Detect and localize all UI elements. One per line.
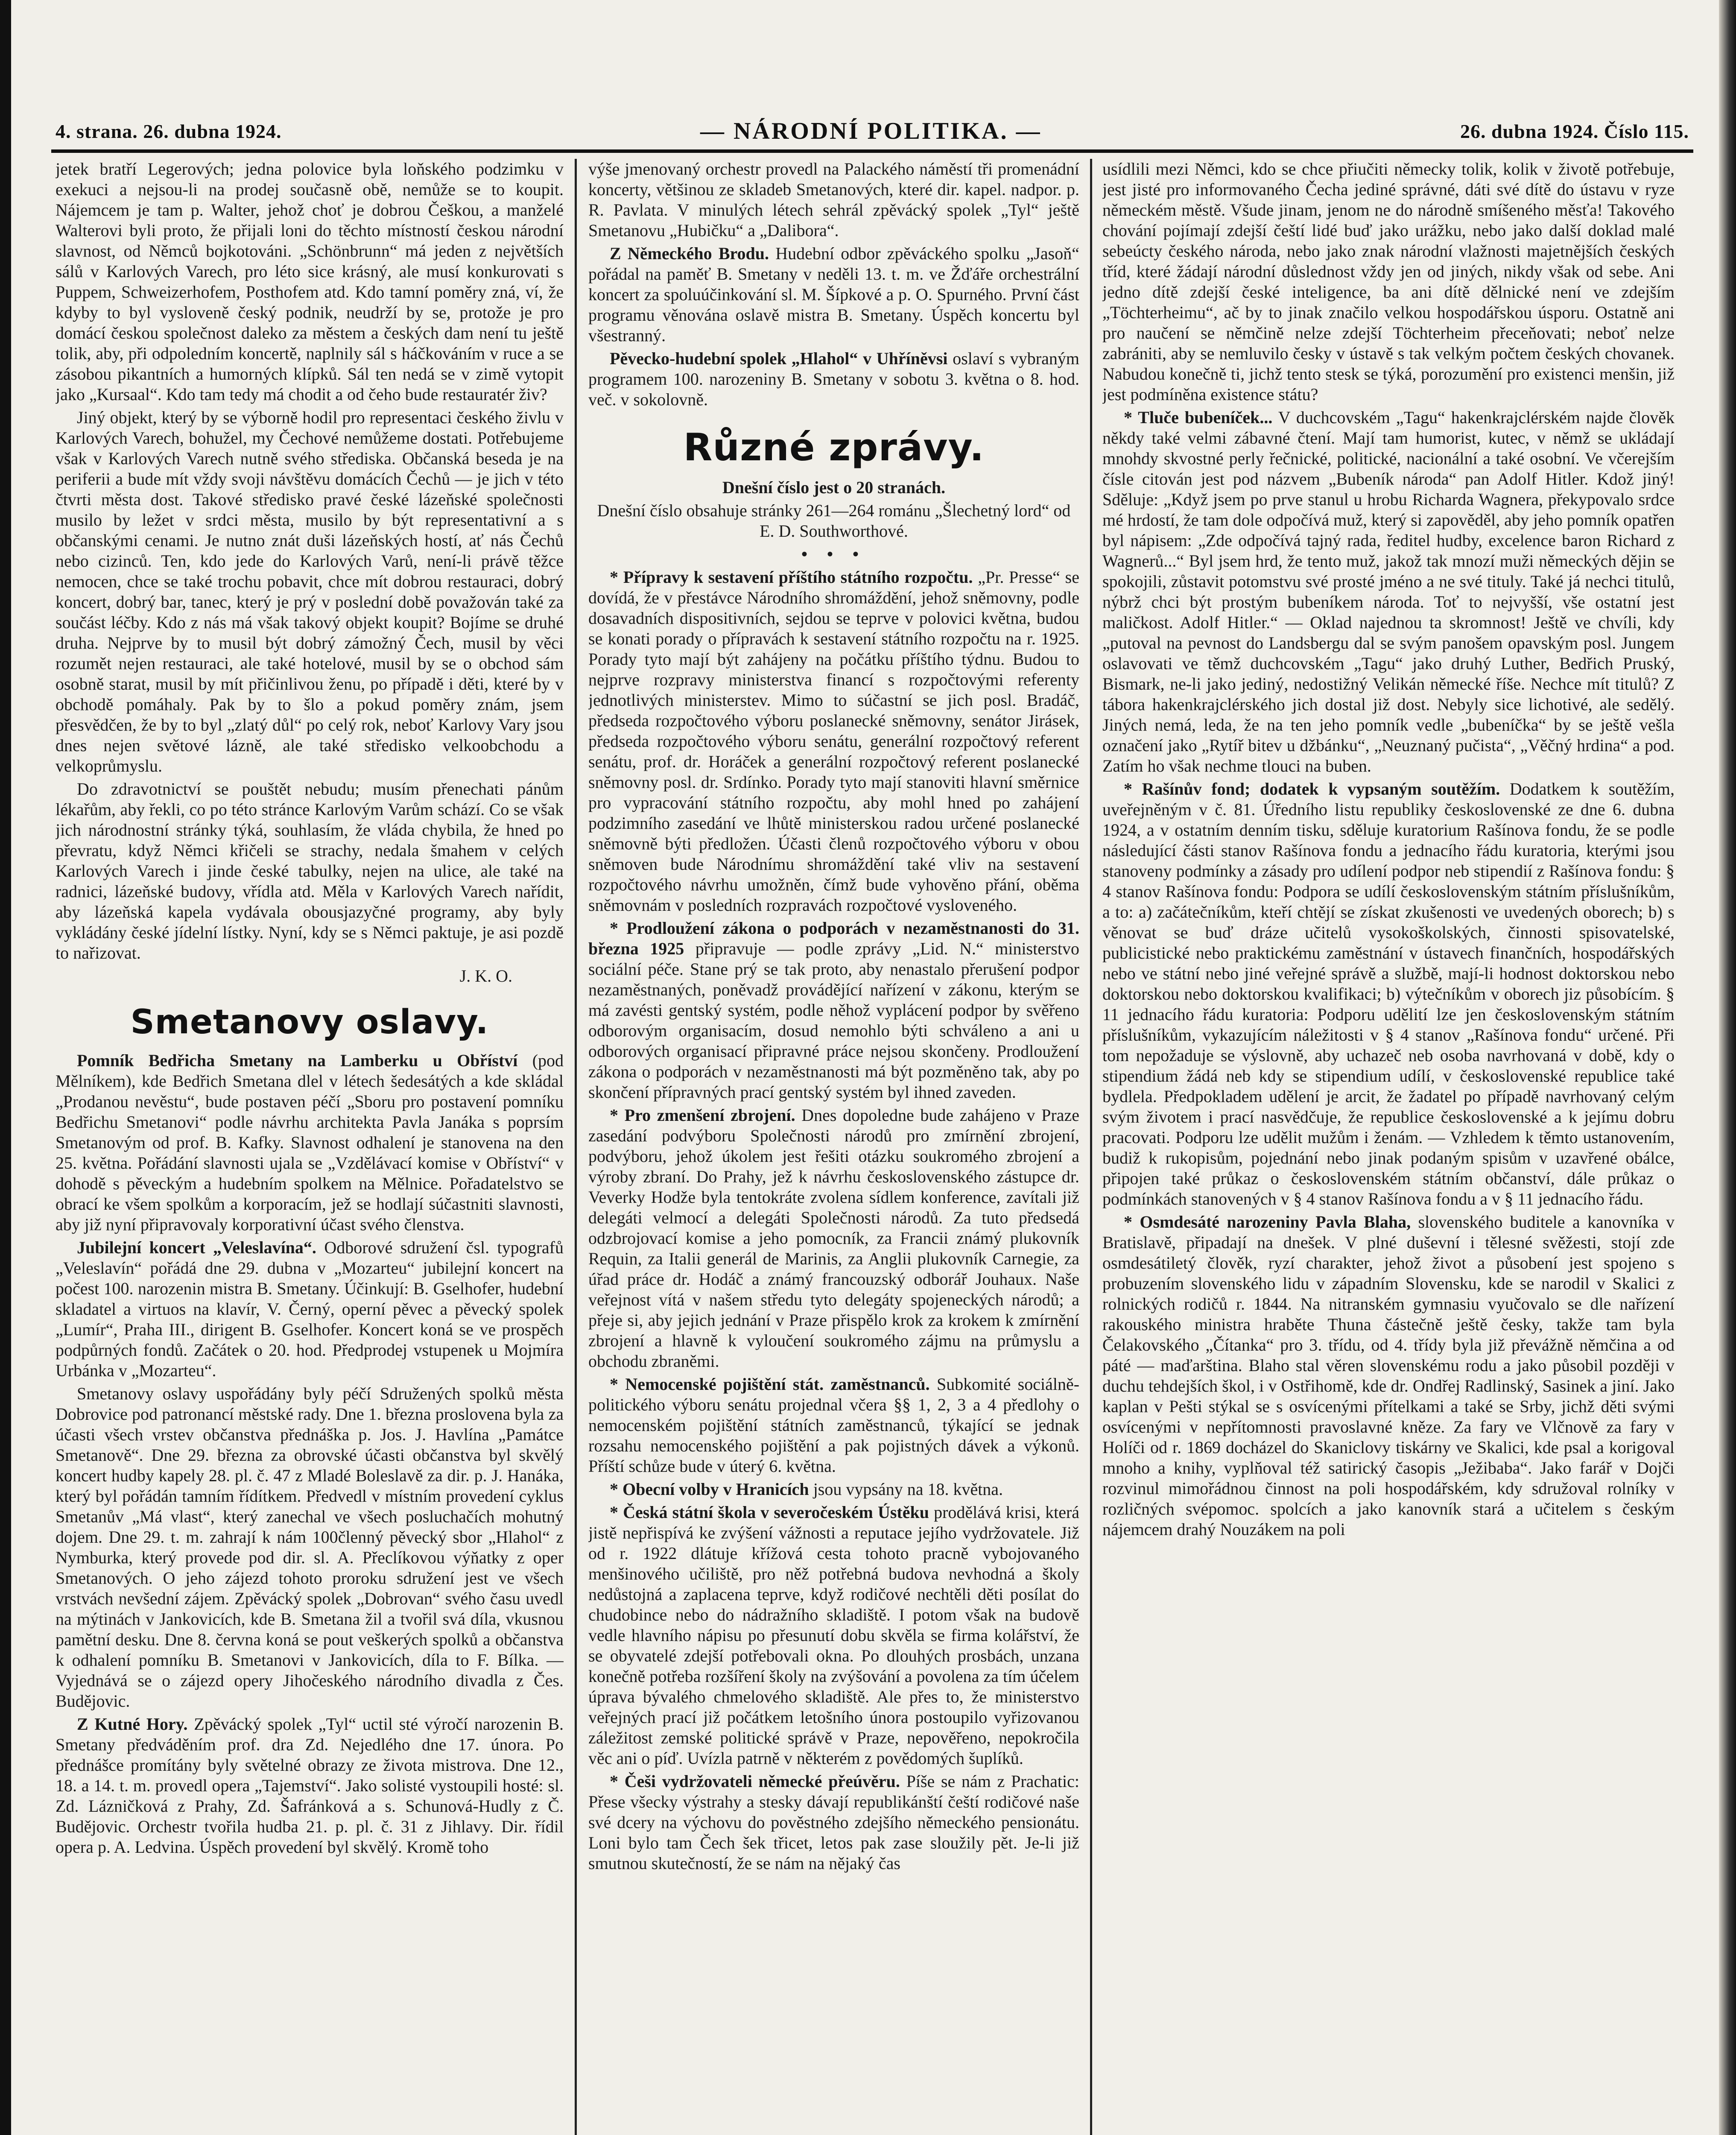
news-item — [588, 567, 1079, 915]
header-page-date: 4. strana. 26. dubna 1924. — [56, 120, 282, 142]
news-item — [1102, 1212, 1675, 1540]
news-item-lead: Pomník Bedřicha Smetany na Lamberku u Obříství — [77, 1051, 518, 1070]
news-item-body: Hudební odbor zpěváckého spolku „Jasoň“ pořádal na paměť B. Smetany v neděli 13. t. m. ve Žďáře orchestrální koncert za spoluúčinkování sl. M. Šípkové a p. O. Spurného. První část programu věnována oslavě mistra B. Smetany. Úspěch koncertu byl všestranný. — [588, 244, 1079, 345]
serial-novel-note: Dnešní číslo obsahuje stránky 261—264 románu „Šlechetný lord“ od E. D. Southworthové. — [597, 501, 1071, 541]
news-item-body: Subkomité sociálně-politického výboru senátu projednal včera §§ 1, 2, 3 a 4 předlohy o nemocenském pojištění státních zaměstnanců, týkající se jednak rozsahu nemocenského pojištění a pak pojistných dávek a výkonů. Příští schůze bude v úterý 6. května. — [588, 1375, 1079, 1476]
news-item-body: „Pr. Presse“ se dovídá, že v přestávce Národního shromáždění, jehož sněmovny, podle dosavadních dispositivních, sejdou se teprve v polovici května, budou se konati porady o přípravách k sestavení státního rozpočtu na r. 1925. Porady tyto mají být zahájeny na počátku příštího týdnu. Budou to nejprve rozpravy ministerstva financí s rozpočtovými referenty jednotlivých ministerstev. Mimo to súčastní se jich posl. Bradáč, předseda rozpočtového výboru poslanecké sněmovny, senátor Jirásek, předseda rozpočtového výboru senátu, generální rozpočtový referent senátu, prof. dr. Horáček a generální rozpočtový referent poslanecké sněmovny posl. dr. Srdínko. Porady tyto mají stanoviti hlavní směrnice pro vypracování státního rozpočtu, aby mohl hned po zahájení podzimního zasedání ve lhůtě ministerskou radou určené poslanecké sněmovně býti předložen. Účasti členů rozpočtového výboru v obou sněmoven bude Národnímu shromáždění také vliv na sestavení rozpočtového návrhu umožněn, čímž bude vyhověno přání, oběma sněmovnám v posledních rozpravách rozpočtové vysloveného. — [588, 567, 1079, 915]
news-item-body: oslaví s vybraným programem 100. narozeniny B. Smetany v sobotu 3. května o 8. hod. več. v sokolovně. — [588, 349, 1079, 409]
article-signature: J. K. O. — [459, 966, 512, 986]
scan-edge-right — [1719, 0, 1736, 2135]
header-rule — [51, 149, 1693, 153]
news-item — [588, 1771, 1079, 1874]
news-item — [588, 1105, 1079, 1372]
news-item-lead: Pěvecko-hudební spolek „Hlahol“ v Uhříněvsi — [610, 349, 948, 368]
article-paragraph: Jiný objekt, který by se výborně hodil pro representaci českého živlu v Karlových Varech, bohužel, my Čechové nemůžeme dostati. Potřebujeme však v Karlových Varech nutně svého střediska. Občanská beseda je na periferii a bude mít vždy svoji návštěvu domácích Čechů — je jich v této čtvrti města dost. Takové středisko pravé české lázeňské společnosti musilo by ležet v srdci města, musilo by být representativní a s občanskými cenami. Je nutno znát duši lázeňských hostí, ať nás Čechů nebo cizinců. Ten, kdo jede do Karlových Varů, není-li právě těžce nemocen, chce se také trochu pobavit, chce mít dobrou restauraci, dobrý koncert, dobrý bar, tanec, který je prý v poslední době považován také za součást léčby. Kdo z nás má však takový objekt koupit? Bojíme se druhé druha. Nejprve by to musil být dobrý zámožný Čech, musil by věci rozumět nejen restauraci, ale také hotelové, musil by se o obchod sám osobně starat, musil by mít přičinlivou ženu, po případě i děti, které by v obchodě pomáhaly. Pak by to šlo a pokud poměry znám, jsem přesvědčen, že by to byl „zlatý důl“ po celý rok, neboť Karlovy Vary jsou dnes nejen světové lázně, ale také středisko velkoobchodu a velkoprůmyslu. — [56, 408, 564, 775]
column-divider — [575, 159, 577, 2135]
news-item-body: prodělává krisi, která jistě nepřispívá ke zvýšení vážnosti a reputace jejího vydržovatele. Již od r. 1922 dlátuje křížová cesta tohoto pracně vybojovaného menšinového učiliště, pro něž potřebná budova nevhodná a školy nedůstojná a zaplacena teprve, když rodičové nechtěli děti posílat do chudobince nebo do nádražního skladiště. I potom však na budově vedle hlavního nápisu po přesunutí dobu skvěla se firma kolářství, že se obyvatelé zdejší potřebovali okna. Po dlouhých prosbách, unzana konečně potřeba rozšíření školy na zvýšování a povolena za tím účelem úprava bývalého chmelového skladiště. Ale přes to, že ministerstvo veřejných prací již počátkem letošního února postoupilo vyřizovanou záležitost zemské politické správě v Praze, nepověřeno, nepokročila věc ani o píď. Uvízla patrně v některém z povědomých šuplíků. — [588, 1503, 1079, 1768]
news-item — [588, 918, 1079, 1103]
news-item-body: slovenského buditele a kanovníka v Bratislavě, připadají na dnešek. V plné duševní i tělesné svěžesti, stojí zde osmdesátiletý člověk, ryzí charakter, jehož život a působení jest spojeno s probuzením slovenského lidu v západním Slovensku, kde se narodil v Skalici z rolnických rodičů r. 1844. Na nitranském gymnasiu vyučovalo se dle nařízení rakouského ministra hraběte Thuna částečně ještě česky, takže tam byla Čelakovského „Čítanka“ pro 3. třídu, od 4. třídy byla již převážně němčina a od páté — maďarština. Blaho stal věren slovenskému rodu a jako působil později v duchu tehdejších škol, i v Ostřihomě, kde dr. Ondřej Radlinský, Sasinek a jiní. Jako kaplan v Pešti stýkal se s osvícenými přítelkami a také se Srby, jichž děti svými osvícenými v nepřítomnosti pravoslavné kněze. Za fary ve Vlčnově za fary v Holíči od r. 1869 docházel do Skaniclovy tiskárny ve Skalici, kde psal a korigoval mnoho a knihy, vyplňoval též satirický časopis „Ježibaba“. Jako farář v Dojči rozvinul mimořádnou činnost na poli hospodářském, kdy sdružoval rolníky v rozličných svépomoc. spolcích a jako kanovník stará a učitelem s českým nájemcem drahý Nouzákem na poli — [1102, 1212, 1675, 1539]
column-divider — [1090, 159, 1092, 2135]
news-item-body: (pod Mělníkem), kde Bedřich Smetana dlel v létech šedesátých a kde skládal „Prodanou nevěstu“, bude postaven péčí „Sboru pro postavení pomníku Bedřichu Smetanovi“ podle návrhu architekta Pavla Janáka s poprsím Smetanovým od prof. B. Kafky. Slavnost odhalení je stanovena na den 25. května. Pořádání slavnosti ujala se „Vzdělávací komise v Obříství“ v dohodě s pěveckým a hudebním spolkem na Mělnice. Pořadatelstvo se obrací ke všem spolkům a korporacím, jež se hodlají súčastniti slavnosti, aby již nyní připravovaly korporativní účast svého členstva. — [56, 1051, 564, 1234]
article-paragraph: usídlili mezi Němci, kdo se chce přiučiti německy tolik, kolik v životě potřebuje, jest jisté pro informovaného Čecha jediné správné, dáti své dítě do ústavu v ryze německém městě. Všude jinam, jenom ne do národně smíšeného měsťa! Takového chování pojímají zdejší čeští lidé buď jako urážku, nebo jako další doklad malé sebeúcty českého národa, nebo jako znak národní vlažnosti majetnějších českých tříd, které žádají národní důslednost vždy jen od jiných, nikdy však od sebe. Ani jedno dítě zdejší české inteligence, ba ani dítě dělnické není ve zdejším „Töchterheimu“, ač by to jinak značilo velkou hospodářskou úsporu. Ostatně ani pro naučení se němčině nelze zdejší Töchterheim přeceňovati; neboť nelze zabrániti, aby se nemluvilo česky v ústavě s tak velkým počtem českých chovanek. Nabudou konečně ti, jichž tento stesk se týká, porozumění pro existenci menšin, již jest podmíněna existence státu? — [1102, 159, 1675, 404]
news-item-lead: * Prodloužení zákona o podporách v nezaměstnanosti do 31. března 1925 — [588, 918, 1079, 958]
news-item-lead: * Obecní volby v Hranicích — [610, 1480, 809, 1499]
scan-edge-left — [0, 0, 11, 2135]
news-item-lead: * Tluče bubeníček... — [1124, 408, 1273, 427]
article-paragraph: výše jmenovaný orchestr provedl na Palackého náměstí tři promenádní koncerty, většinou ze skladeb Smetanových, které dir. kapel. nadpor. p. R. Pavlata. V minulých létech sehrál zpěvácký spolek „Tyl“ ještě Smetanovu „Hubičku“ a „Dalibora“. — [588, 159, 1079, 240]
separator-dots: • • • — [801, 544, 866, 564]
news-item-lead: Z Německého Brodu. — [610, 244, 769, 263]
news-item-lead: * Osmdesáté narozeniny Pavla Blaha, — [1124, 1212, 1411, 1231]
news-item — [56, 1237, 564, 1381]
news-item-lead: * Přípravy k sestavení příštího státního rozpočtu. — [610, 567, 973, 587]
news-item-body: Dnes dopoledne bude zahájeno v Praze zasedání podvýboru Společnosti národů pro zmírnění zbrojení, podvýboru, jehož úkolem jest řešiti otázku soukromého zbrojení a výroby zbraní. Do Prahy, jež k návrhu československého zástupce dr. Veverky Hodže byla tentokráte zvolena sídlem konference, zavítali již delegáti velmocí a delegáti Společnosti národů. Za tuto předsedá odzbrojovací komise a jeho pomocník, za Francii známý plukovník Requin, za Italii generál de Marinis, za Anglii plukovník Carnegie, za úřad práce dr. Hodáč a známý francouzský odborář Jouhaux. Naše veřejnost vítá v našem středu tyto delegáty spojeneckých národů; a přeje si, aby jejich jednání v Praze přispělo krok za krokem k zmírnění zbrojení a hlavně k vyloučení soukromého zájmu na průmyslu a obchodu zbraněmi. — [588, 1106, 1079, 1371]
news-item-lead: Jubilejní koncert „Veleslavína“. — [77, 1238, 316, 1257]
news-item-body: jsou vypsány na 18. května. — [813, 1480, 1003, 1499]
article-paragraph: Do zdravotnictví se pouštět nebudu; musím přenechati pánům lékařům, aby řekli, co po této stránce Karlovým Varům schází. Co se však jich národnostní stránky týká, souhlasím, že vláda chybila, že hned po převratu, když Němci křičeli se strachy, nedala šmahem v celých Karlových Varech i jinde české tabulky, nejen na ulice, ale také na radnici, lázeňské budovy, vřídla atd. Měla v Karlových Varech nařídit, aby lázeňská kapela vydávala obousjazyčné programy, aby byly vykládány české jídelní lístky. Nyní, kdy se s Němci paktuje, je asi pozdě to nařizovat. — [56, 779, 564, 962]
news-item — [588, 1502, 1079, 1769]
news-item-lead: * Češi vydržovateli německé přeúvěru. — [610, 1772, 900, 1791]
news-item-lead: * Pro zmenšení zbrojení. — [610, 1106, 795, 1125]
news-item — [56, 1714, 564, 1857]
news-item — [588, 1479, 1079, 1500]
article-paragraph: jetek bratří Legerových; jedna polovice byla loňského podzimku v exekuci a nejsou-li na prodej současně obě, nemůže se to koupit. Nájemcem je tam p. Walter, jehož choť je dobrou Češkou, a manželé Walterovi byli proto, že přijali loni do těchto místností českou národní slavnost, od Němců bojkotováni. „Schönbrunn“ má jeden z největších sálů v Karlových Varech, pro léto sice krásný, ale musí konkurovati s Puppem, Schweizerhofem, Posthofem atd. Kdo tamní poměry zná, ví, že kdyby to byl vysloveně český podnik, neudrží by se, protože je pro domácí českou společnost daleko za městem a českých dam není tu ještě tolik, aby, při odpoledním koncertě, naplnily sál s háčkováním v ruce a se zásobou pikantních a humorných klípků. Sál ten nedá se v zimě vytopit jako „Kursaal“. Kdo tam tedy má chodit a od čeho bude restauratér živ? — [56, 159, 564, 404]
section-heading-smetana: Smetanovy oslavy. — [130, 1003, 489, 1041]
section-heading-misc: Různé zprávy. — [683, 425, 985, 469]
news-item-lead: * Česká státní škola v severočeském Ústěku — [610, 1503, 929, 1522]
news-item — [1102, 779, 1675, 1209]
issue-page-count: Dnešní číslo jest o 20 stranách. — [722, 478, 946, 497]
news-item — [588, 348, 1079, 410]
column-1 — [56, 159, 564, 2135]
news-item-body: připravuje — podle zprávy „Lid. N.“ ministerstvo sociální péče. Stane prý se tak proto, aby nenastalo přerušení podpor nezaměstnaných, poněvadž provádějící nařízení v zákonu, kterým se má zavésti gentský systém, podle něhož vyplácení podpor by svěřeno odborovým organisacím, dosud nemohlo býti schváleno a ani u odborových organisací připravné práce nejsou skončeny. Prodloužení zákona o podporách v nezaměstnanosti má být pozměněno tak, aby po skončení přípravných prací gentský systém byl ihned zaveden. — [588, 939, 1079, 1102]
news-item-lead: Z Kutné Hory. — [77, 1714, 188, 1734]
news-item — [588, 243, 1079, 346]
column-2 — [588, 159, 1079, 2135]
news-item — [588, 1374, 1079, 1477]
news-item-body: Dodatkem k soutěžím, uveřejněným v č. 81. Úředního listu republiky československé ze dne 6. dubna 1924, a v ostatním denním tisku, sděluje kuratorium Rašínova fondu, že se podle následující části stanov Rašínova fondu a jednacího řádu kuratoria, kterými jsou stanoveny podmínky a zásady pro udílení podpor neb stipendií z Rašínova fondu: § 4 stanov Rašínova fondu: Podpora se udílí československým státním příslušníkům, a to: a) začátečníkům, kteří chtějí se získat zkušenosti ve uvedených oborech; b) s věnovat se buď dráze učitelů vysokoškolských, činnosti spisovatelské, publicistické nebo praktickému zaměstnání v ústavech finančních, hospodářských nebo ve státní nebo jiné veřejné správě a službě, mají-li hodnost doktorskou nebo doktorskou nebo doktorskou kvalifikaci; b) výtečníkům v oborech jiz působícím. § 11 jednacího řádu kuratoria: Podporu udělití lze jen československým státním příslušníkům, vykazujícím náležitosti v § 4 stanov „Rašínova fondu“ určené. Při tom nepožaduje se výslovně, aby uchazeč neb osoba navrhovaná v době, kdy o stipendium žádá neb kdy se stipendium udílí, v československé republice také bydlela. Předpokladem udělení je arcit, že žadatel po případě navrhovaný celým svým životem i prací nasvědčuje, že republice československé a k jejímu dobru pracovati. Podporu lze udělit mužům i ženám. — Vzhledem k těmto ustanovením, budiž k rukopisům, pojednání nebo jinak podaným spisům v uzavřené obálce, připojen také průkaz o československém státním občanství, dále průkaz o podmínkách stanovených v § 4 stanov Rašínova fondu a v § 11 jednacího řádu. — [1102, 779, 1675, 1208]
masthead-title: — NÁRODNÍ POLITIKA. — — [700, 118, 1042, 144]
news-item-body: V duchcovském „Tagu“ hakenkrajclérském najde člověk někdy také velmi zábavné čtení. Mají tam humorist, kutec, v němž se ukládají mnohdy skvostné perly řečnické, politické, nacionální a také osobní. Ve včerejším čísle citován jest pod názvem „Bubeník národa“ pan Adolf Hitler. Kdož jiný! Sděluje: „Když jsem po prve stanul u hrobu Richarda Wagnera, překypovalo srdce mé hrdostí, že tam dole odpočívá muž, který si zapověděl, aby jeho pomník opatřen byl nápisem: „Zde odpočívá tajný rada, ředitel hudby, excelence baron Richard z Wagnerů...“ Byl jsem hrd, že tento muž, jakož tak mnozí muži německých dějin se spokojili, zůstavit potomstvu své prosté jméno a ne své tituly. Také já nechci titulů, nýbrž chci být prostým bubeníkem národa. Toť to nejvyšší, vše ostatní jest maličkost. Adolf Hitler.“ — Oklad najednou ta skromnost! Ještě ve chvíli, kdy „putoval na pevnost do Landsbergu dal se svým panošem opavským posl. Jungem oslavovati ve těmž duchcovském „Tagu“ jako druhý Luther, Bedřich Pruský, Bismark, ne-li jako jediný, nedostižný Velikán německé říše. Nechce mít titulů? Z tábora hakenkrajclérského jich dostal již dost. Nebyly sice lichotivé, ale sedělý. Jiných nemá, leda, že na ten jeho pomník vedle „bubeníčka“ by se ještě vešla označení jako „Rytíř bitev u džbánku“, „Neuznaný pučista“, „Věčný hrdina“ a pod. Zatím ho však nechme tlouci na buben. — [1102, 408, 1675, 775]
article-paragraph: Smetanovy oslavy uspořádány byly péčí Sdružených spolků města Dobrovice pod patronancí městské rady. Dne 1. března proslovena byla za účasti všech vrstev občanstva přednáška p. Jos. J. Havlína „Památce Smetanově“. Dne 29. března za obrovské účasti občanstva byl skvělý koncert hudby kapely 28. pl. č. 47 z Mladé Boleslavě za dir. p. J. Hanáka, který byl pořádán tamním řídítkem. Předvedl v místním provedení cyklus Smetanův „Má vlast“, který zanechal ve všech posluchačích mohutný dojem. Dne 29. t. m. zahrají k nám 100členný pěvecký sbor „Hlahol“ z Nymburka, který provede pod dir. sl. A. Přeclíkovou výňatky z oper Smetanových. O jeho zájezd tohoto proroku sdružení jest ve všech vrstvách nevšední zájem. Zpěvácký spolek „Dobrovan“ svého času uvedl na mýtinách v Jankovicích, kde B. Smetana žil a tvořil svá díla, vkusnou pamětní desku. Dne 8. června koná se pout veškerých spolků a občanstva k odhalení pomníku B. Smetanovi v Jankovicích, díla to F. Bílka. — Vyjednává se o zájezd opery Jihočeského národního divadla z Čes. Budějovic. — [56, 1384, 564, 1711]
news-item — [1102, 407, 1675, 776]
news-item-lead: * Nemocenské pojištění stát. zaměstnanců. — [610, 1375, 930, 1394]
news-item-lead: * Rašínův fond; dodatek k vypsaným soutěžím. — [1124, 779, 1500, 798]
header-issue-number: 26. dubna 1924. Číslo 115. — [1460, 120, 1689, 142]
news-item-body: Píše se nám z Prachatic: Přese všecky výstrahy a stesky dávají republikánští čeští rodičové naše své dcery na výchovu do pověstného zdejšího německého pensionátu. Loni bylo tam Čech šek třicet, letos pak zase sloužily pět. Je-li již smutnou skutečností, že se nám na nějaký čas — [588, 1772, 1079, 1873]
page-header — [56, 116, 1689, 146]
news-item — [56, 1050, 564, 1235]
news-item-body: Odborové sdružení čsl. typografů „Veleslavín“ pořádá dne 29. dubna v „Mozarteu“ jubilejní koncert na počest 100. narozenin mistra B. Smetany. Účinkují: B. Gselhofer, hudební skladatel a virtuos na klavír, V. Černý, operní pěvec a pěvecký spolek „Lumír“, Praha III., dirigent B. Gselhofer. Koncert koná se ve prospěch podpůrných fondů. Začátek o 20. hod. Předprodej vstupenek u Mojmíra Urbánka v „Mozarteu“. — [56, 1238, 564, 1380]
column-3 — [1102, 159, 1675, 2135]
news-item-body: Zpěvácký spolek „Tyl“ uctil sté výročí narozenin B. Smetany předváděním prof. dra Zd. Nejedlého dne 17. února. Po přednášce promítány byly světelné obrazy ze života mistrova. Dne 12., 18. a 14. t. m. provedl opera „Tajemství“. Jako solisté vystoupili hosté: sl. Zd. Lázničková z Prahy, Zd. Šafránková a s. Schunová-Hudly z Č. Budějovic. Orchestr tvořila hudba 21. p. pl. č. 31 z Jihlavy. Dir. řídil opera p. A. Ledvina. Úspěch provedení byl skvělý. Kromě toho — [56, 1714, 564, 1857]
